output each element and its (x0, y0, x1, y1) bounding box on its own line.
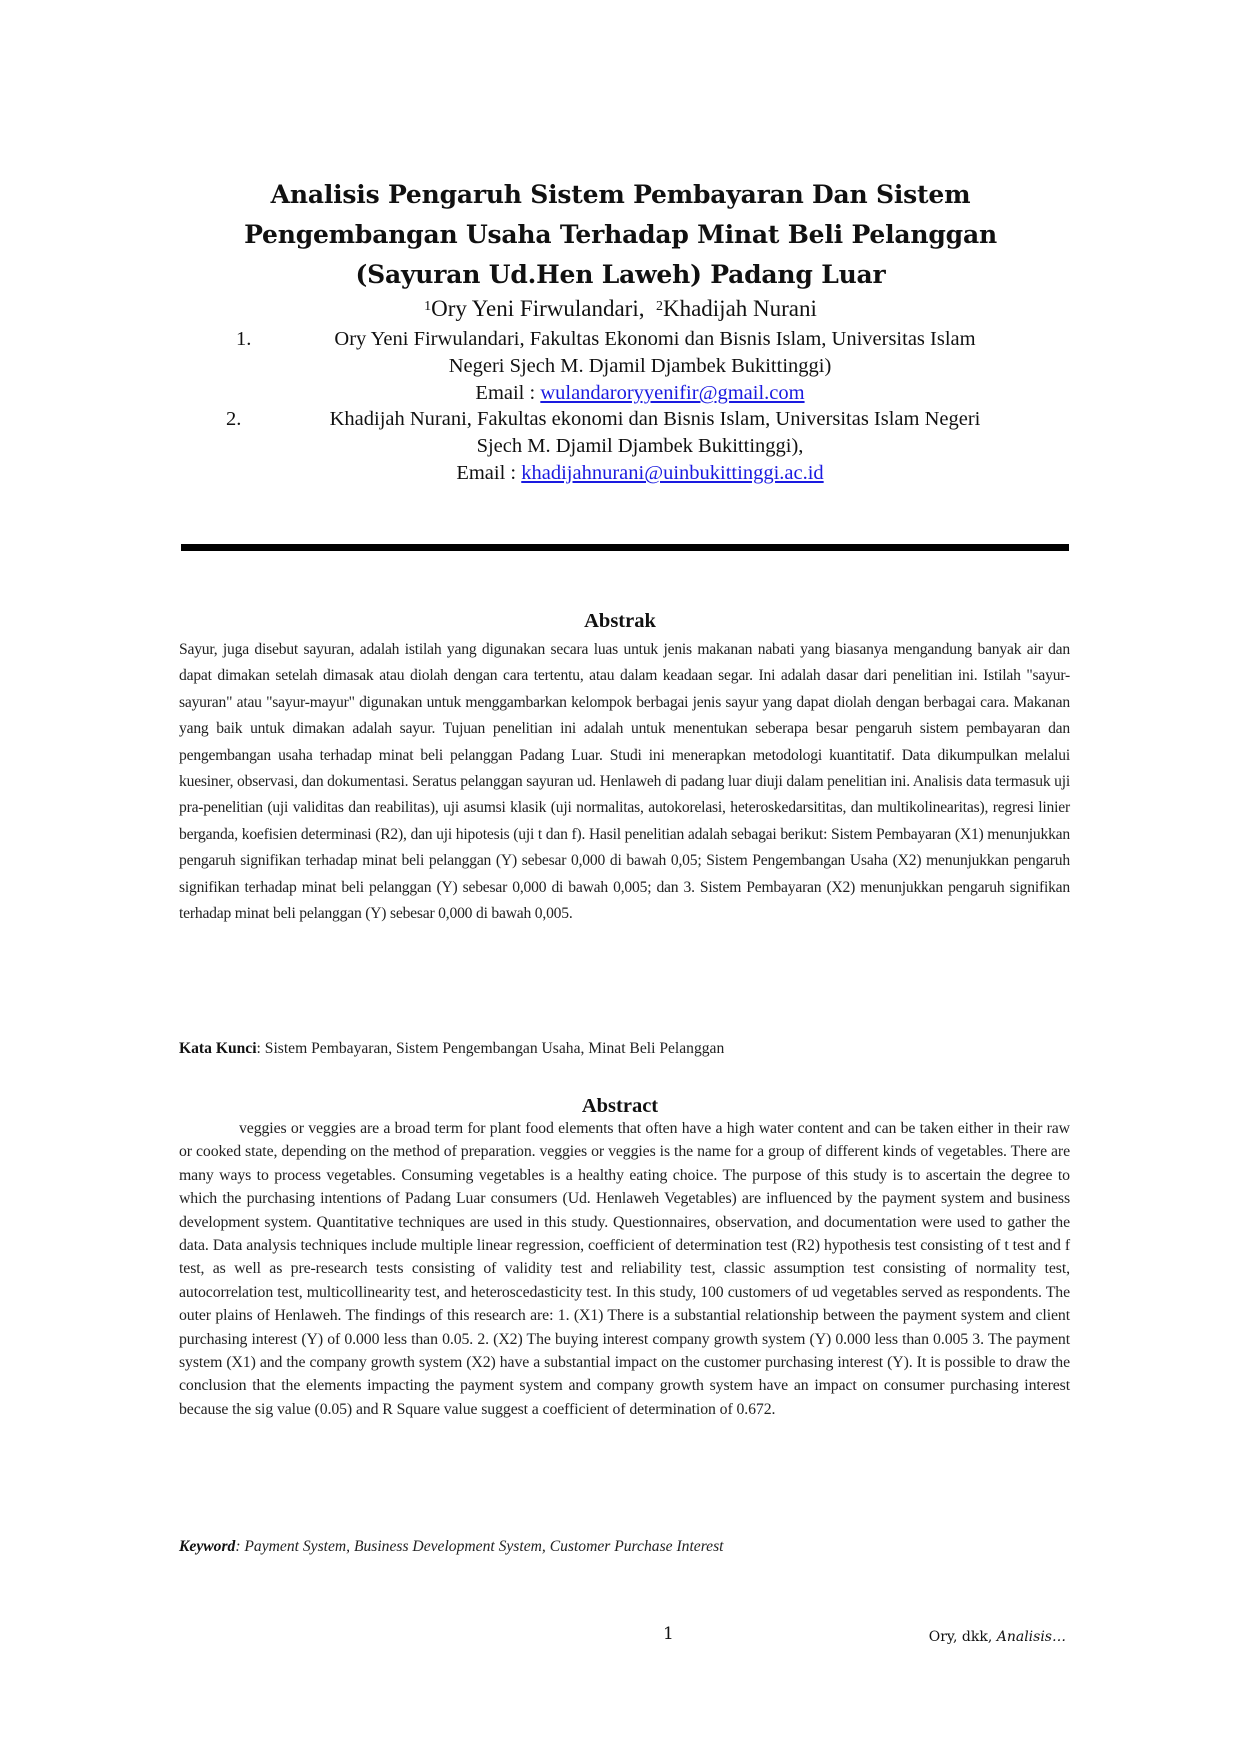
affiliation-text: Khadijah Nurani, Fakultas ekonomi dan Bisnis Islam, Universitas Islam Negeri (329, 408, 981, 430)
kata-kunci-label: Kata Kunci (179, 1040, 257, 1057)
email-line (228, 460, 1052, 487)
author-2-name: Khadijah Nurani (662, 296, 817, 321)
affiliation-text: Ory Yeni Firwulandari, Fakultas Ekonomi dan Bisnis Islam, Universitas Islam (334, 328, 976, 350)
affiliation-1 (236, 326, 1040, 407)
affiliation-number: 1. (236, 328, 252, 350)
email-link[interactable]: khadijahnurani@uinbukittinggi.ac.id (521, 462, 824, 484)
email-link[interactable]: wulandaroryyenifir@gmail.com (540, 382, 805, 404)
title-line: (Sayuran Ud.Hen Laweh) Padang Luar (355, 260, 886, 289)
keywords-label: Keyword (179, 1538, 236, 1555)
running-author: Ory, dkk, (928, 1629, 997, 1645)
paper-title (150, 175, 1091, 295)
abstrak-body: Sayur, juga disebut sayuran, adalah istilah yang digunakan secara luas untuk jenis makanan nabati yang biasanya mengandung banyak air dan dapat dimakan setelah dimasak atau diolah dengan cara tertentu, atau dalam keadaan segar. Ini adalah dasar dari penelitian ini. Istilah "sayur-sayuran" atau "sayur-mayur" digunakan untuk menggambarkan kelompok berbagai jenis sayur yang dapat diolah dengan berbagai cara. Makanan yang baik untuk dimakan adalah sayur. Tujuan penelitian ini adalah untuk menentukan seberapa besar pengaruh sistem pembayaran dan pengembangan usaha terhadap minat beli pelanggan Padang Luar. Studi ini menerapkan metodologi kuantitatif. Data dikumpulkan melalui kuesiner, observasi, dan dokumentasi. Seratus pelanggan sayuran ud. Henlaweh di padang luar diuji dalam penelitian ini. Analisis data termasuk uji pra-penelitian (uji validitas dan reabilitas), uji asumsi klasik (uji normalitas, autokorelasi, heteroskedarsititas, dan multikolinearitas), regresi linier berganda, koefisien determinasi (R2), dan uji hipotesis (uji t dan f). Hasil penelitian adalah sebagai berikut: Sistem Pembayaran (X1) menunjukkan pengaruh signifikan terhadap minat beli pelanggan (Y) sebesar 0,000 di bawah 0,05; Sistem Pengembangan Usaha (X2) menunjukkan pengaruh signifikan terhadap minat beli pelanggan (Y) sebesar 0,000 di bawah 0,005; dan 3. Sistem Pembayaran (X2) menunjukkan pengaruh signifikan terhadap minat beli pelanggan (Y) sebesar 0,000 di bawah 0,005. (179, 641, 1070, 923)
email-line (240, 380, 1040, 407)
email-label: Email : (475, 382, 536, 404)
page-number: 1 (663, 1624, 674, 1644)
running-footer (929, 1629, 1066, 1645)
title-line: Analisis Pengaruh Sistem Pembayaran Dan Sistem (270, 180, 971, 209)
running-title: Analisis… (996, 1629, 1066, 1645)
author-1-superscript: 1 (424, 299, 432, 314)
author-list (150, 294, 1091, 324)
abstract-heading: Abstract (581, 1095, 659, 1117)
affiliation-text: Negeri Sjech M. Djamil Djambek Bukittinggi) (448, 355, 832, 377)
author-2-superscript: 2 (655, 299, 663, 314)
affiliation-text: Sjech M. Djamil Djambek Bukittinggi), (476, 435, 804, 457)
header-divider (181, 544, 1069, 551)
keywords-values: : Payment System, Business Development System, Customer Purchase Interest (235, 1538, 724, 1555)
title-line: Pengembangan Usaha Terhadap Minat Beli Pelanggan (244, 220, 997, 249)
kata-kunci-values: : Sistem Pembayaran, Sistem Pengembangan Usaha, Minat Beli Pelanggan (256, 1040, 725, 1057)
abstrak-heading: Abstrak (584, 610, 656, 632)
affiliation-number: 2. (226, 408, 242, 430)
abstract-body: veggies or veggies are a broad term for plant food elements that often have a high water content and can be taken either in their raw or cooked state, depending on the method of preparation. veggies or veggies is the name for a group of different kinds of vegetables. There are many ways to process vegetables. Consuming vegetables is a healthy eating choice. The purpose of this study is to ascertain the degree to which the purchasing intentions of Padang Luar consumers (Ud. Henlaweh Vegetables) are influenced by the payment system and business development system. Quantitative techniques are used in this study. Questionnaires, observation, and documentation were used to gather the data. Data analysis techniques include multiple linear regression, coefficient of determination test (R2) hypothesis test consisting of t test and f test, as well as pre-research tests consisting of validity test and reliability test, classic assumption test consisting of normality test, autocorrelation test, multicollinearity test, and heteroscedasticity test. In this study, 100 customers of ud vegetables served as respondents. The outer plains of Henlaweh. The findings of this research are: 1. (X1) There is a substantial relationship between the payment system and client purchasing interest (Y) of 0.000 less than 0.05. 2. (X2) The buying interest company growth system (Y) 0.000 less than 0.005 3. The payment system (X1) and the company growth system (X2) have a substantial impact on the customer purchasing interest (Y). It is possible to draw the conclusion that the elements impacting the payment system and company growth system have an impact on consumer purchasing interest because the sig value (0.05) and R Square value suggest a coefficient of determination of 0.672. (179, 1120, 1070, 1418)
keywords (179, 1538, 1070, 1556)
kata-kunci (179, 1040, 1070, 1058)
email-label: Email : (456, 462, 517, 484)
affiliation-2 (228, 406, 1052, 487)
author-1-name: Ory Yeni Firwulandari, (431, 296, 645, 321)
